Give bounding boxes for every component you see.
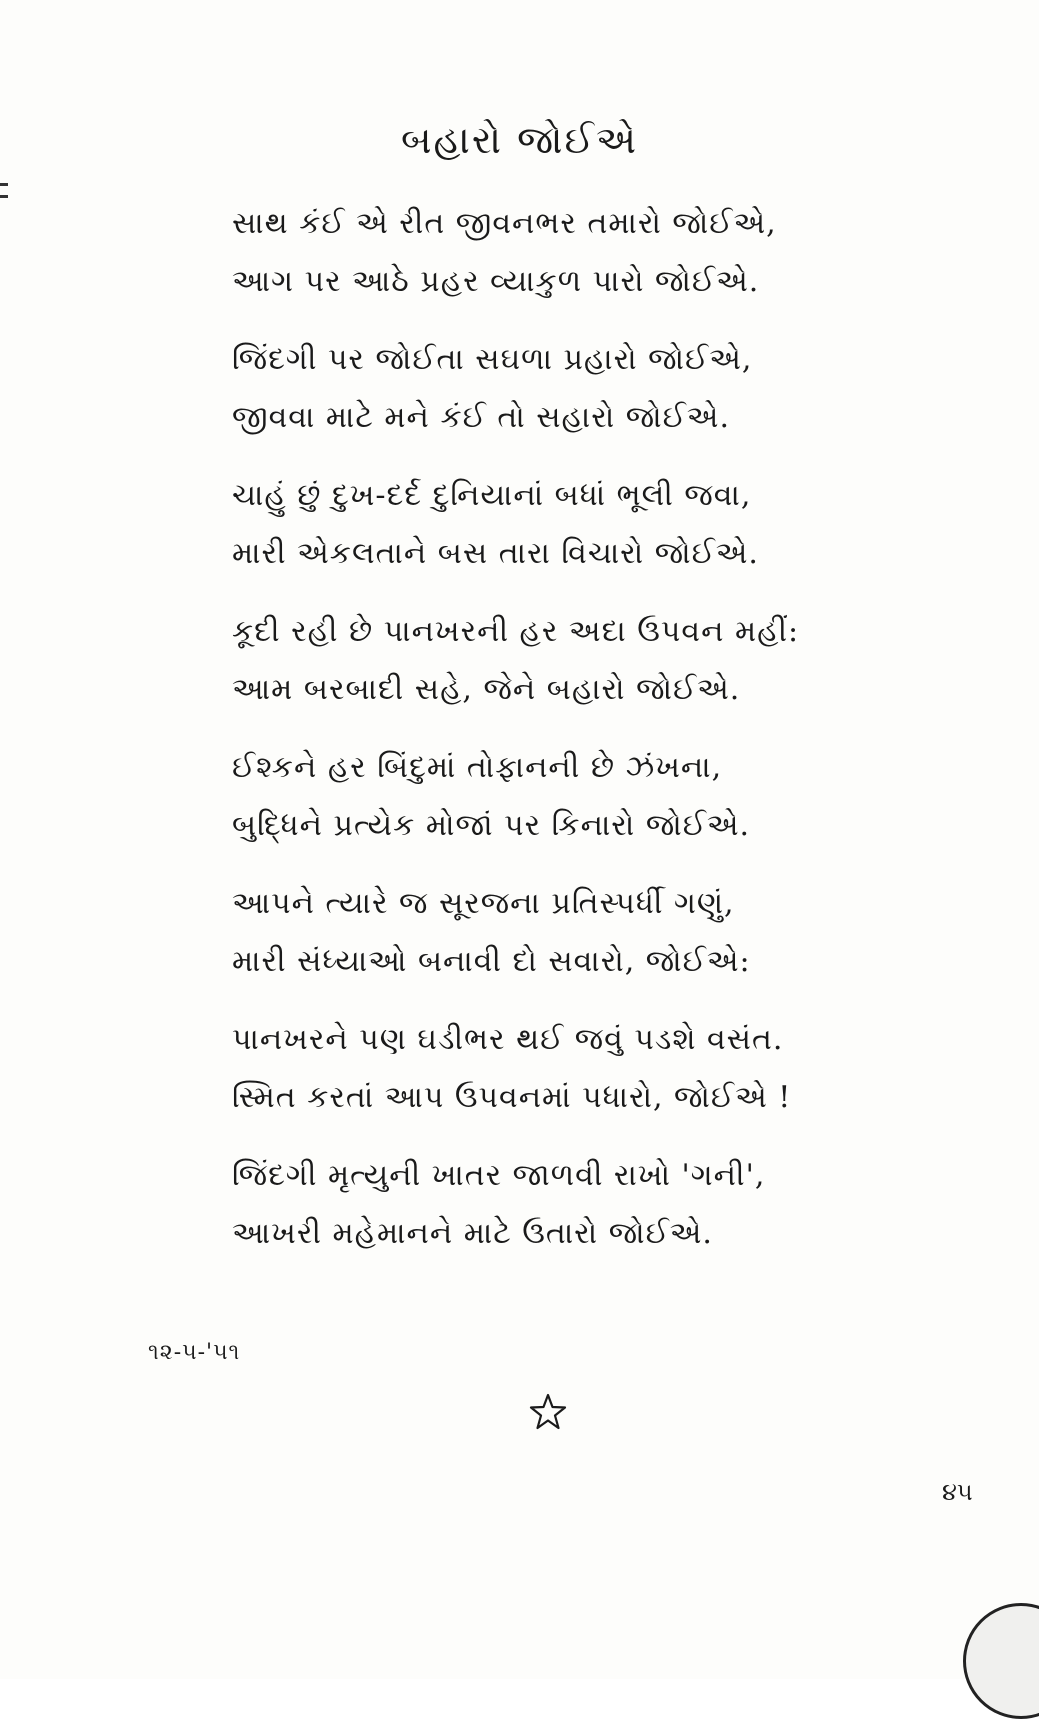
poem-line: ચાહું છું દુખ-દર્દ દુનિયાનાં બધાં ભૂલી જવા, xyxy=(232,478,752,513)
poem-line: જીવવા માટે મને કંઈ તો સહારો જોઈએ. xyxy=(232,400,730,435)
page-edge-mark xyxy=(0,183,8,186)
stanza xyxy=(232,739,912,855)
stanza xyxy=(232,195,912,311)
stanza xyxy=(232,875,912,991)
poem-line: પાનખરને પણ ઘડીભર થઈ જવું પડશે વસંત. xyxy=(232,1022,784,1057)
poem-line: આમ બરબાદી સહે, જેને બહારો જોઈએ. xyxy=(232,672,741,707)
poem-line: આખરી મહેમાનને માટે ઉતારો જોઈએ. xyxy=(232,1216,713,1251)
stanza xyxy=(232,1011,912,1127)
composition-date: ૧૨-૫-'૫૧ xyxy=(148,1340,241,1365)
stanza xyxy=(232,1147,912,1263)
stanza xyxy=(232,467,912,583)
poem-body xyxy=(232,195,912,1283)
poem-line: આગ પર આઠે પ્રહર વ્યાકુળ પારો જોઈએ. xyxy=(232,264,760,299)
poem-line: બુદ્ધિને પ્રત્યેક મોજાં પર કિનારો જોઈએ. xyxy=(232,808,751,843)
poem-line: ઈશ્કને હર બિંદુમાં તોફાનની છે ઝંખના, xyxy=(232,750,723,785)
poem-line: કૂદી રહી છે પાનખરની હર અદા ઉપવન મહીં: xyxy=(232,614,800,649)
poem-line: આપને ત્યારે જ સૂરજના પ્રતિસ્પર્ધી ગણું, xyxy=(232,886,735,921)
poem-title: બહારો જોઈએ xyxy=(401,118,638,162)
poem-line: જિંદગી પર જોઈતા સઘળા પ્રહારો જોઈએ, xyxy=(232,342,753,377)
poem-line: મારી સંધ્યાઓ બનાવી દો સવારો, જોઈએ: xyxy=(232,944,751,979)
poem-line: જિંદગી મૃત્યુની ખાતર જાળવી રાખો 'ગની', xyxy=(232,1158,766,1193)
page-corner-curl xyxy=(963,1603,1039,1719)
star-icon xyxy=(528,1392,568,1432)
stanza xyxy=(232,603,912,719)
poem-line: સ્મિત કરતાં આપ ઉપવનમાં પધારો, જોઈએ ! xyxy=(232,1080,792,1115)
stanza xyxy=(232,331,912,447)
page-edge-mark xyxy=(0,195,8,198)
poem-line: સાથ કંઈ એ રીત જીવનભર તમારો જોઈએ, xyxy=(232,206,777,241)
page-number: ૪૫ xyxy=(942,1478,973,1506)
poem-line: મારી એકલતાને બસ તારા વિચારો જોઈએ. xyxy=(232,536,759,571)
